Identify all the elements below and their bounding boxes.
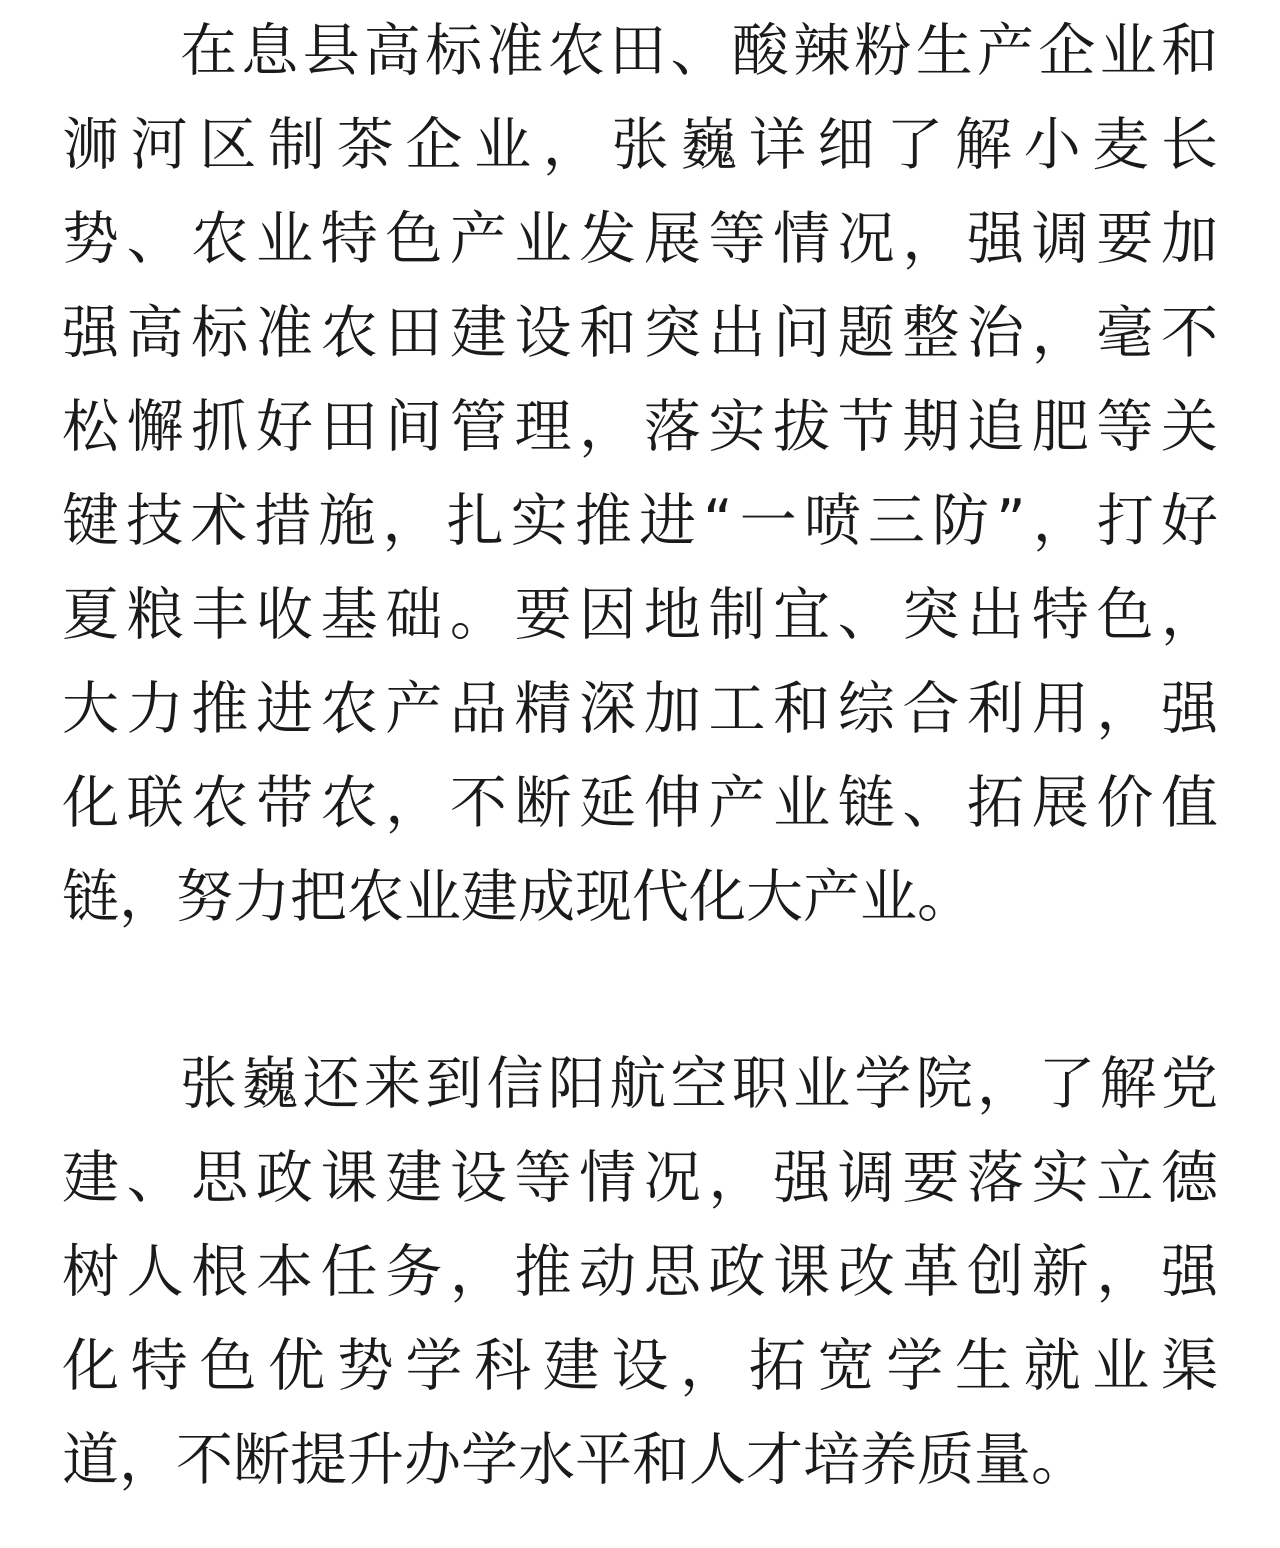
- text-line: 张巍还来到信阳航空职业学院，了解党: [180, 1051, 1218, 1117]
- text-line: 夏粮丰收基础。要因地制宜、突出特色，: [62, 582, 1218, 648]
- text-line: 强高标准农田建设和突出问题整治，毫不: [62, 300, 1218, 366]
- paragraph-2: [62, 1037, 1218, 1507]
- text-line: 浉河区制茶企业，张巍详细了解小麦长: [62, 112, 1218, 178]
- text-line: 链，努力把农业建成现代化大产业。: [62, 864, 974, 930]
- article-body: [62, 4, 1218, 1507]
- text-line: 化特色优势学科建设，拓宽学生就业渠: [62, 1333, 1218, 1399]
- text-line: 大力推进农产品精深加工和综合利用，强: [62, 676, 1218, 742]
- text-line: 道，不断提升办学水平和人才培养质量。: [62, 1427, 1088, 1493]
- text-line: 化联农带农，不断延伸产业链、拓展价值: [62, 770, 1218, 836]
- paragraph-1: [62, 4, 1218, 944]
- text-line: 在息县高标准农田、酸辣粉生产企业和: [180, 18, 1218, 84]
- text-line: 松懈抓好田间管理，落实拔节期追肥等关: [62, 394, 1218, 460]
- text-line: 势、农业特色产业发展等情况，强调要加: [62, 206, 1218, 272]
- text-line: 树人根本任务，推动思政课改革创新，强: [62, 1239, 1218, 1305]
- text-line: 建、思政课建设等情况，强调要落实立德: [62, 1145, 1218, 1211]
- text-line: 键技术措施，扎实推进“一喷三防”，打好: [62, 488, 1218, 554]
